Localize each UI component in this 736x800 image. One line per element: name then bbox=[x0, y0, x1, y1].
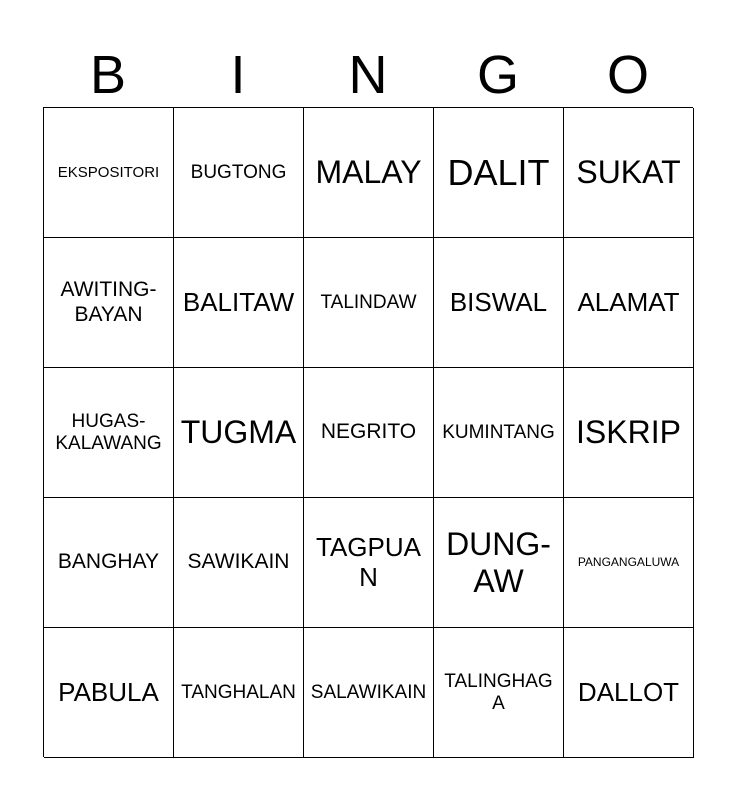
bingo-cell-r2-c2[interactable]: BALITAW bbox=[174, 238, 304, 368]
bingo-cell-r3-c4[interactable]: KUMINTANG bbox=[434, 368, 564, 498]
header-letter-n: N bbox=[348, 45, 388, 105]
bingo-cell-r2-c1[interactable]: AWITING-BAYAN bbox=[44, 238, 174, 368]
bingo-board bbox=[43, 107, 693, 757]
header-letter-g: G bbox=[476, 45, 519, 105]
bingo-cell-r2-c3[interactable]: TALINDAW bbox=[304, 238, 434, 368]
bingo-cell-r1-c5[interactable]: SUKAT bbox=[564, 108, 694, 238]
bingo-cell-r4-c3[interactable]: TAGPUAN bbox=[304, 498, 434, 628]
bingo-cell-r1-c1[interactable]: EKSPOSITORI bbox=[44, 108, 174, 238]
bingo-cell-r1-c2[interactable]: BUGTONG bbox=[174, 108, 304, 238]
bingo-header bbox=[43, 42, 693, 108]
bingo-cell-r2-c4[interactable]: BISWAL bbox=[434, 238, 564, 368]
bingo-cell-r5-c2[interactable]: TANGHALAN bbox=[174, 628, 304, 758]
bingo-cell-r1-c3[interactable]: MALAY bbox=[304, 108, 434, 238]
bingo-cell-r3-c5[interactable]: ISKRIP bbox=[564, 368, 694, 498]
bingo-cell-r4-c1[interactable]: BANGHAY bbox=[44, 498, 174, 628]
bingo-cell-r5-c1[interactable]: PABULA bbox=[44, 628, 174, 758]
bingo-cell-r5-c4[interactable]: TALINGHAGA bbox=[434, 628, 564, 758]
bingo-cell-r3-c1[interactable]: HUGAS-KALAWANG bbox=[44, 368, 174, 498]
bingo-cell-r5-c5[interactable]: DALLOT bbox=[564, 628, 694, 758]
bingo-cell-r4-c4[interactable]: DUNG-AW bbox=[434, 498, 564, 628]
header-letter-i: I bbox=[230, 45, 246, 105]
bingo-cell-r1-c4[interactable]: DALIT bbox=[434, 108, 564, 238]
bingo-cell-r3-c3[interactable]: NEGRITO bbox=[304, 368, 434, 498]
bingo-cell-r2-c5[interactable]: ALAMAT bbox=[564, 238, 694, 368]
bingo-cell-r5-c3[interactable]: SALAWIKAIN bbox=[304, 628, 434, 758]
bingo-cell-r4-c2[interactable]: SAWIKAIN bbox=[174, 498, 304, 628]
bingo-cell-r4-c5[interactable]: PANGANGALUWA bbox=[564, 498, 694, 628]
header-letter-o: O bbox=[606, 45, 649, 105]
bingo-cell-r3-c2[interactable]: TUGMA bbox=[174, 368, 304, 498]
header-letter-b: B bbox=[89, 45, 127, 105]
